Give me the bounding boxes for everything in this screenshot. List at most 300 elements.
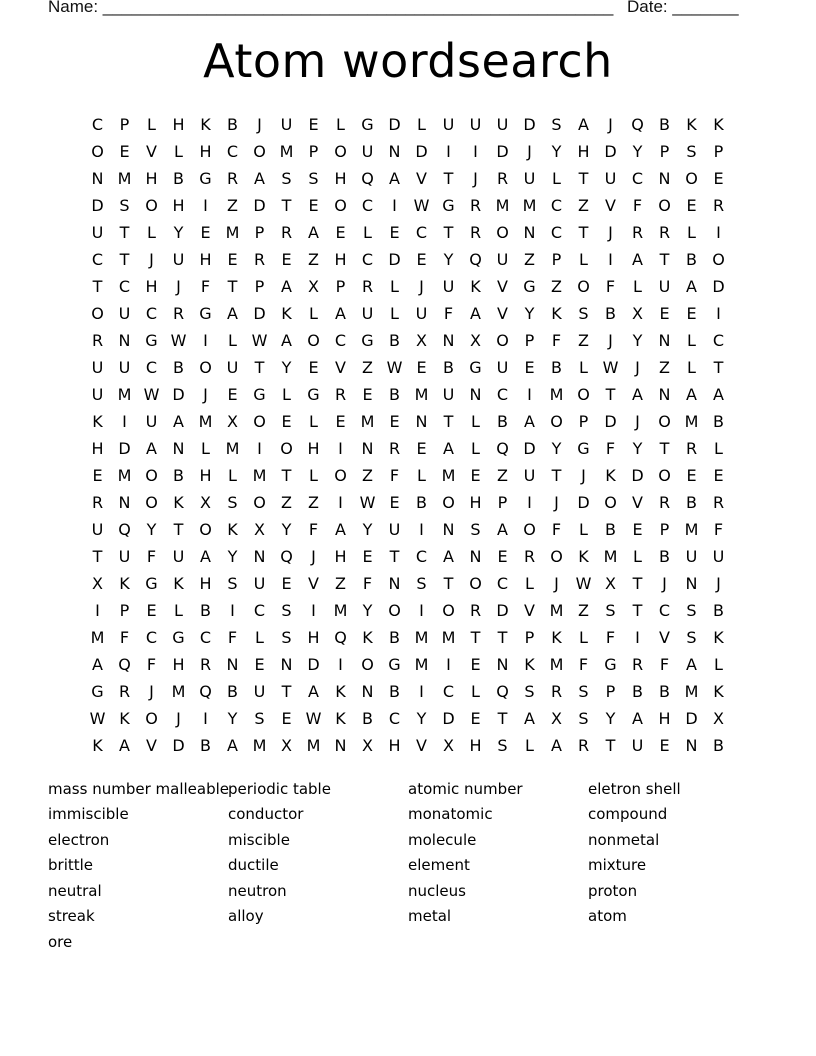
grid-cell[interactable]: K — [551, 304, 562, 323]
grid-cell[interactable]: U — [712, 547, 725, 566]
grid-cell[interactable]: U — [523, 466, 536, 485]
grid-cell[interactable]: B — [200, 736, 211, 755]
grid-cell[interactable]: A — [281, 277, 292, 296]
grid-cell[interactable]: H — [469, 736, 482, 755]
grid-cell[interactable]: J — [554, 493, 559, 512]
grid-cell[interactable]: X — [470, 331, 481, 350]
grid-cell[interactable]: M — [306, 736, 321, 755]
grid-cell[interactable]: B — [173, 358, 184, 377]
grid-cell[interactable]: T — [578, 169, 589, 188]
grid-cell[interactable]: L — [633, 277, 642, 296]
grid-cell[interactable]: T — [92, 547, 103, 566]
grid-cell[interactable]: N — [442, 520, 455, 539]
grid-cell[interactable]: M — [684, 682, 699, 701]
grid-cell[interactable]: E — [686, 304, 697, 323]
grid-cell[interactable]: N — [172, 439, 185, 458]
grid-cell[interactable]: B — [713, 601, 724, 620]
grid-cell[interactable]: U — [91, 223, 104, 242]
grid-cell[interactable]: P — [308, 142, 319, 161]
grid-cell[interactable]: K — [686, 115, 697, 134]
grid-cell[interactable]: R — [118, 682, 131, 701]
grid-cell[interactable]: M — [117, 466, 132, 485]
grid-cell[interactable]: C — [415, 223, 428, 242]
grid-cell[interactable]: E — [470, 709, 481, 728]
grid-cell[interactable]: F — [605, 277, 616, 296]
grid-cell[interactable]: C — [712, 331, 725, 350]
grid-cell[interactable]: O — [388, 601, 401, 620]
grid-cell[interactable]: E — [470, 655, 481, 674]
grid-cell[interactable]: A — [389, 169, 400, 188]
grid-cell[interactable]: D — [496, 601, 509, 620]
grid-cell[interactable]: F — [362, 574, 373, 593]
grid-cell[interactable]: N — [226, 655, 239, 674]
grid-cell[interactable]: X — [227, 412, 238, 431]
grid-cell[interactable]: N — [469, 385, 482, 404]
grid-cell[interactable]: O — [361, 655, 374, 674]
grid-cell[interactable]: K — [173, 493, 184, 512]
grid-cell[interactable]: R — [334, 385, 347, 404]
grid-cell[interactable]: F — [632, 196, 643, 215]
grid-cell[interactable]: J — [608, 115, 613, 134]
grid-cell[interactable]: D — [253, 304, 266, 323]
grid-cell[interactable]: Y — [362, 601, 373, 620]
grid-cell[interactable]: U — [280, 115, 293, 134]
grid-cell[interactable]: E — [308, 115, 319, 134]
grid-cell[interactable]: J — [608, 331, 613, 350]
grid-cell[interactable]: Y — [281, 520, 292, 539]
grid-cell[interactable]: Z — [227, 196, 238, 215]
grid-cell[interactable]: L — [633, 547, 642, 566]
grid-cell[interactable]: D — [604, 142, 617, 161]
grid-cell[interactable]: I — [203, 331, 208, 350]
grid-cell[interactable]: C — [145, 358, 158, 377]
grid-cell[interactable]: A — [497, 520, 508, 539]
grid-cell[interactable]: F — [578, 655, 589, 674]
grid-cell[interactable]: D — [388, 250, 401, 269]
grid-cell[interactable]: F — [146, 547, 157, 566]
grid-cell[interactable]: O — [145, 709, 158, 728]
grid-cell[interactable]: L — [174, 142, 183, 161]
grid-cell[interactable]: J — [473, 169, 478, 188]
grid-cell[interactable]: M — [414, 628, 429, 647]
grid-cell[interactable]: G — [199, 304, 212, 323]
grid-cell[interactable]: I — [95, 601, 100, 620]
grid-cell[interactable]: B — [362, 709, 373, 728]
grid-cell[interactable]: N — [91, 169, 104, 188]
grid-cell[interactable]: O — [199, 520, 212, 539]
grid-cell[interactable]: Q — [280, 547, 293, 566]
grid-cell[interactable]: Q — [334, 628, 347, 647]
grid-cell[interactable]: P — [119, 601, 130, 620]
grid-cell[interactable]: N — [334, 736, 347, 755]
grid-cell[interactable]: Y — [632, 439, 643, 458]
grid-cell[interactable]: R — [91, 493, 104, 512]
grid-cell[interactable]: R — [469, 223, 482, 242]
grid-cell[interactable]: O — [658, 412, 671, 431]
grid-cell[interactable]: J — [635, 358, 640, 377]
grid-cell[interactable]: L — [147, 115, 156, 134]
grid-cell[interactable]: Q — [496, 682, 509, 701]
grid-cell[interactable]: O — [334, 466, 347, 485]
grid-cell[interactable]: L — [471, 682, 480, 701]
grid-cell[interactable]: P — [659, 142, 670, 161]
grid-cell[interactable]: N — [253, 547, 266, 566]
grid-cell[interactable]: L — [525, 736, 534, 755]
grid-cell[interactable]: L — [579, 628, 588, 647]
grid-cell[interactable]: L — [174, 601, 183, 620]
grid-cell[interactable]: A — [227, 736, 238, 755]
grid-cell[interactable]: U — [118, 358, 131, 377]
grid-cell[interactable]: R — [685, 439, 698, 458]
grid-cell[interactable]: E — [389, 412, 400, 431]
grid-cell[interactable]: S — [686, 628, 697, 647]
grid-cell[interactable]: T — [659, 439, 670, 458]
grid-cell[interactable]: X — [632, 304, 643, 323]
grid-cell[interactable]: J — [608, 223, 613, 242]
grid-cell[interactable]: F — [119, 628, 130, 647]
grid-cell[interactable]: B — [227, 115, 238, 134]
grid-cell[interactable]: A — [335, 304, 346, 323]
grid-cell[interactable]: S — [254, 709, 265, 728]
grid-cell[interactable]: E — [281, 709, 292, 728]
grid-cell[interactable]: E — [281, 412, 292, 431]
grid-cell[interactable]: N — [388, 142, 401, 161]
grid-cell[interactable]: U — [685, 547, 698, 566]
grid-cell[interactable]: X — [416, 331, 427, 350]
grid-cell[interactable]: B — [686, 250, 697, 269]
grid-cell[interactable]: J — [554, 574, 559, 593]
grid-cell[interactable]: E — [632, 520, 643, 539]
grid-cell[interactable]: M — [360, 412, 375, 431]
grid-cell[interactable]: N — [415, 412, 428, 431]
grid-cell[interactable]: Y — [227, 709, 238, 728]
grid-cell[interactable]: C — [145, 304, 158, 323]
grid-cell[interactable]: H — [172, 655, 185, 674]
grid-cell[interactable]: P — [524, 628, 535, 647]
grid-cell[interactable]: O — [253, 142, 266, 161]
grid-cell[interactable]: P — [254, 223, 265, 242]
grid-cell[interactable]: O — [523, 520, 536, 539]
grid-cell[interactable]: P — [254, 277, 265, 296]
grid-cell[interactable]: N — [388, 574, 401, 593]
grid-cell[interactable]: E — [119, 142, 130, 161]
grid-cell[interactable]: M — [117, 169, 132, 188]
grid-cell[interactable]: D — [631, 466, 644, 485]
grid-cell[interactable]: I — [608, 250, 613, 269]
grid-cell[interactable]: W — [413, 196, 430, 215]
grid-cell[interactable]: H — [469, 493, 482, 512]
grid-cell[interactable]: E — [659, 736, 670, 755]
grid-cell[interactable]: A — [308, 682, 319, 701]
grid-cell[interactable]: K — [173, 574, 184, 593]
grid-cell[interactable]: R — [658, 493, 671, 512]
grid-cell[interactable]: Z — [308, 493, 319, 512]
grid-cell[interactable]: L — [417, 115, 426, 134]
grid-cell[interactable]: L — [228, 331, 237, 350]
grid-cell[interactable]: D — [172, 736, 185, 755]
grid-cell[interactable]: D — [523, 115, 536, 134]
grid-cell[interactable]: K — [524, 655, 535, 674]
grid-cell[interactable]: K — [335, 682, 346, 701]
grid-cell[interactable]: I — [527, 493, 532, 512]
grid-cell[interactable]: G — [145, 574, 158, 593]
grid-cell[interactable]: B — [227, 682, 238, 701]
grid-cell[interactable]: T — [443, 169, 454, 188]
grid-cell[interactable]: T — [119, 250, 130, 269]
grid-cell[interactable]: X — [605, 574, 616, 593]
grid-cell[interactable]: R — [361, 277, 374, 296]
grid-cell[interactable]: G — [307, 385, 320, 404]
grid-cell[interactable]: D — [523, 439, 536, 458]
grid-cell[interactable]: O — [604, 493, 617, 512]
grid-cell[interactable]: J — [716, 574, 721, 593]
grid-cell[interactable]: B — [200, 601, 211, 620]
grid-cell[interactable]: B — [443, 358, 454, 377]
grid-cell[interactable]: C — [91, 250, 104, 269]
grid-cell[interactable]: M — [495, 196, 510, 215]
grid-cell[interactable]: I — [338, 655, 343, 674]
grid-cell[interactable]: N — [658, 331, 671, 350]
grid-cell[interactable]: R — [631, 655, 644, 674]
grid-cell[interactable]: Y — [416, 709, 427, 728]
grid-cell[interactable]: E — [335, 412, 346, 431]
grid-cell[interactable]: R — [631, 223, 644, 242]
grid-cell[interactable]: U — [91, 358, 104, 377]
grid-cell[interactable]: O — [496, 331, 509, 350]
grid-cell[interactable]: E — [416, 250, 427, 269]
grid-cell[interactable]: K — [470, 277, 481, 296]
grid-cell[interactable]: L — [336, 115, 345, 134]
grid-cell[interactable]: H — [199, 250, 212, 269]
grid-cell[interactable]: R — [712, 196, 725, 215]
grid-cell[interactable]: U — [226, 358, 239, 377]
grid-cell[interactable]: Z — [578, 601, 589, 620]
grid-cell[interactable]: D — [172, 385, 185, 404]
grid-cell[interactable]: B — [389, 682, 400, 701]
grid-cell[interactable]: L — [282, 385, 291, 404]
grid-cell[interactable]: O — [145, 466, 158, 485]
grid-cell[interactable]: M — [117, 385, 132, 404]
grid-cell[interactable]: R — [469, 601, 482, 620]
grid-cell[interactable]: K — [605, 466, 616, 485]
grid-cell[interactable]: R — [91, 331, 104, 350]
grid-cell[interactable]: B — [605, 304, 616, 323]
grid-cell[interactable]: Z — [551, 277, 562, 296]
grid-cell[interactable]: E — [713, 169, 724, 188]
grid-cell[interactable]: U — [658, 277, 671, 296]
grid-cell[interactable]: P — [335, 277, 346, 296]
grid-cell[interactable]: L — [309, 412, 318, 431]
grid-cell[interactable]: G — [469, 358, 482, 377]
grid-cell[interactable]: Z — [659, 358, 670, 377]
grid-cell[interactable]: L — [687, 223, 696, 242]
grid-cell[interactable]: M — [684, 412, 699, 431]
grid-cell[interactable]: M — [549, 385, 564, 404]
grid-cell[interactable]: O — [145, 493, 158, 512]
grid-cell[interactable]: Q — [199, 682, 212, 701]
grid-cell[interactable]: F — [308, 520, 319, 539]
grid-cell[interactable]: Z — [497, 466, 508, 485]
grid-cell[interactable]: F — [551, 331, 562, 350]
grid-cell[interactable]: O — [334, 196, 347, 215]
grid-cell[interactable]: C — [550, 196, 563, 215]
grid-cell[interactable]: D — [685, 709, 698, 728]
grid-cell[interactable]: I — [203, 196, 208, 215]
grid-cell[interactable]: L — [255, 628, 264, 647]
grid-cell[interactable]: Z — [362, 466, 373, 485]
grid-cell[interactable]: K — [362, 628, 373, 647]
grid-cell[interactable]: K — [335, 709, 346, 728]
grid-cell[interactable]: L — [579, 358, 588, 377]
grid-cell[interactable]: E — [281, 574, 292, 593]
grid-cell[interactable]: Y — [632, 142, 643, 161]
grid-cell[interactable]: R — [253, 250, 266, 269]
grid-cell[interactable]: B — [389, 628, 400, 647]
grid-cell[interactable]: O — [577, 385, 590, 404]
grid-cell[interactable]: K — [92, 736, 103, 755]
grid-cell[interactable]: W — [305, 709, 322, 728]
grid-cell[interactable]: Y — [605, 709, 616, 728]
grid-cell[interactable]: A — [146, 439, 157, 458]
grid-cell[interactable]: S — [551, 115, 562, 134]
grid-cell[interactable]: R — [577, 736, 590, 755]
grid-cell[interactable]: Y — [632, 331, 643, 350]
grid-cell[interactable]: G — [604, 655, 617, 674]
grid-cell[interactable]: O — [91, 142, 104, 161]
grid-cell[interactable]: P — [524, 331, 535, 350]
grid-cell[interactable]: I — [473, 142, 478, 161]
grid-cell[interactable]: O — [307, 331, 320, 350]
grid-cell[interactable]: R — [280, 223, 293, 242]
grid-cell[interactable]: G — [361, 331, 374, 350]
grid-cell[interactable]: D — [577, 493, 590, 512]
grid-cell[interactable]: V — [146, 142, 157, 161]
grid-cell[interactable]: D — [604, 412, 617, 431]
grid-cell[interactable]: K — [119, 574, 130, 593]
grid-cell[interactable]: Q — [631, 115, 644, 134]
grid-cell[interactable]: E — [92, 466, 103, 485]
grid-cell[interactable]: G — [388, 655, 401, 674]
grid-cell[interactable]: M — [171, 682, 186, 701]
grid-cell[interactable]: J — [635, 412, 640, 431]
grid-cell[interactable]: T — [119, 223, 130, 242]
grid-cell[interactable]: A — [443, 547, 454, 566]
grid-cell[interactable]: U — [253, 574, 266, 593]
grid-cell[interactable]: M — [441, 466, 456, 485]
grid-cell[interactable]: S — [227, 574, 238, 593]
grid-cell[interactable]: D — [388, 115, 401, 134]
grid-cell[interactable]: C — [334, 331, 347, 350]
grid-cell[interactable]: M — [603, 547, 618, 566]
grid-cell[interactable]: T — [92, 277, 103, 296]
grid-cell[interactable]: D — [307, 655, 320, 674]
grid-cell[interactable]: I — [230, 601, 235, 620]
grid-cell[interactable]: V — [335, 358, 346, 377]
grid-cell[interactable]: B — [551, 358, 562, 377]
grid-cell[interactable]: X — [254, 520, 265, 539]
grid-cell[interactable]: A — [551, 736, 562, 755]
grid-cell[interactable]: K — [551, 628, 562, 647]
grid-cell[interactable]: B — [632, 682, 643, 701]
grid-cell[interactable]: T — [443, 412, 454, 431]
grid-cell[interactable]: E — [389, 223, 400, 242]
grid-cell[interactable]: A — [173, 412, 184, 431]
grid-cell[interactable]: M — [441, 628, 456, 647]
grid-cell[interactable]: W — [602, 358, 619, 377]
grid-cell[interactable]: M — [225, 223, 240, 242]
grid-cell[interactable]: C — [496, 574, 509, 593]
grid-cell[interactable]: K — [227, 520, 238, 539]
grid-cell[interactable]: A — [578, 115, 589, 134]
grid-cell[interactable]: I — [446, 142, 451, 161]
grid-cell[interactable]: I — [338, 493, 343, 512]
grid-cell[interactable]: L — [579, 250, 588, 269]
grid-cell[interactable]: E — [146, 601, 157, 620]
grid-cell[interactable]: O — [550, 412, 563, 431]
grid-cell[interactable]: Q — [361, 169, 374, 188]
grid-cell[interactable]: U — [91, 385, 104, 404]
grid-cell[interactable]: J — [527, 142, 532, 161]
grid-cell[interactable]: R — [658, 223, 671, 242]
grid-cell[interactable]: C — [388, 709, 401, 728]
grid-cell[interactable]: L — [417, 466, 426, 485]
grid-cell[interactable]: C — [631, 169, 644, 188]
grid-cell[interactable]: C — [361, 250, 374, 269]
grid-cell[interactable]: E — [524, 358, 535, 377]
grid-cell[interactable]: E — [200, 223, 211, 242]
grid-cell[interactable]: E — [416, 358, 427, 377]
grid-cell[interactable]: U — [361, 142, 374, 161]
grid-cell[interactable]: M — [684, 520, 699, 539]
grid-cell[interactable]: B — [173, 169, 184, 188]
grid-cell[interactable]: U — [442, 115, 455, 134]
grid-cell[interactable]: O — [685, 169, 698, 188]
grid-cell[interactable]: G — [172, 628, 185, 647]
grid-cell[interactable]: H — [658, 709, 671, 728]
grid-cell[interactable]: L — [579, 520, 588, 539]
grid-cell[interactable]: F — [659, 655, 670, 674]
grid-cell[interactable]: P — [713, 142, 724, 161]
grid-cell[interactable]: J — [311, 547, 316, 566]
grid-cell[interactable]: P — [578, 412, 589, 431]
grid-cell[interactable]: B — [686, 493, 697, 512]
grid-cell[interactable]: X — [281, 736, 292, 755]
grid-cell[interactable]: N — [361, 439, 374, 458]
grid-cell[interactable]: V — [416, 169, 427, 188]
grid-cell[interactable]: T — [497, 709, 508, 728]
grid-cell[interactable]: E — [281, 250, 292, 269]
grid-cell[interactable]: H — [334, 250, 347, 269]
grid-cell[interactable]: A — [686, 655, 697, 674]
grid-cell[interactable]: E — [308, 196, 319, 215]
grid-cell[interactable]: V — [605, 196, 616, 215]
grid-cell[interactable]: Y — [281, 358, 292, 377]
grid-cell[interactable]: B — [659, 115, 670, 134]
grid-cell[interactable]: K — [713, 682, 724, 701]
grid-cell[interactable]: T — [227, 277, 238, 296]
grid-cell[interactable]: R — [469, 196, 482, 215]
grid-cell[interactable]: H — [388, 736, 401, 755]
grid-cell[interactable]: T — [551, 466, 562, 485]
grid-cell[interactable]: U — [145, 412, 158, 431]
grid-cell[interactable]: L — [390, 304, 399, 323]
grid-cell[interactable]: G — [577, 439, 590, 458]
grid-cell[interactable]: L — [201, 439, 210, 458]
grid-cell[interactable]: A — [443, 439, 454, 458]
grid-cell[interactable]: O — [280, 439, 293, 458]
grid-cell[interactable]: V — [416, 736, 427, 755]
grid-cell[interactable]: O — [253, 493, 266, 512]
